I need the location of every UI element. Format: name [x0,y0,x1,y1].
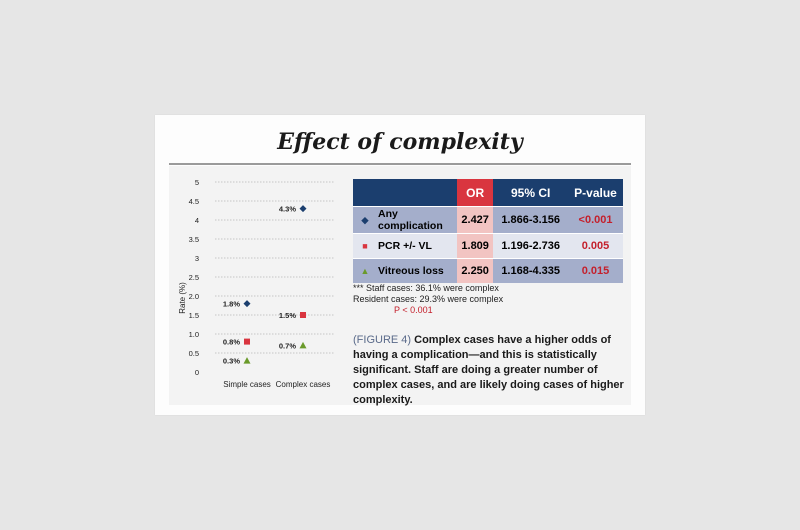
square-marker [244,339,250,345]
y-axis-label: Rate (%) [178,282,187,314]
data-label: 0.7% [278,341,296,351]
triangle-marker [300,342,307,349]
header-marker [353,179,377,207]
table-row [353,259,623,284]
p-value-note: P < 0.001 [394,305,433,315]
figure-title: Effect of complexity [277,129,523,155]
square-marker-icon: ■ [353,234,377,259]
chart-points [223,205,307,366]
data-label: 0.3% [222,356,240,366]
diamond-marker [300,205,307,212]
y-tick-label: 0 [194,368,199,377]
or-value: 1.809 [457,234,493,259]
table-header-row [353,179,623,207]
p-value: <0.001 [568,207,623,234]
data-label: 1.8% [222,299,240,309]
diamond-marker [244,300,251,307]
triangle-marker-icon: ▲ [353,259,377,284]
figure-caption [353,333,633,408]
x-tick-label: Complex cases [275,380,331,389]
y-axis-ticks [189,178,199,377]
header-label [377,179,457,207]
y-tick-label: 4 [194,216,199,225]
data-label: 1.5% [278,311,296,320]
y-tick-label: 4.5 [188,197,199,206]
case-notes [353,283,503,305]
chart-grid [215,182,335,353]
data-label: 0.8% [222,337,240,347]
header-pvalue: P-value [568,179,623,207]
x-axis-ticks [223,380,330,389]
resident-note: Resident cases: 29.3% were complex [353,294,504,304]
y-tick-label: 2.5 [188,273,199,282]
p-value: 0.005 [568,234,623,259]
row-label: Any complication [377,207,457,234]
table-row [353,234,623,259]
y-tick-label: 1.5 [188,311,199,320]
data-label: 4.3% [278,204,296,214]
table-row [353,207,623,234]
square-marker [300,312,306,318]
y-tick-label: 3.5 [188,235,199,244]
ci-value: 1.168-4.335 [493,259,568,284]
row-label: Vitreous loss [377,259,457,284]
odds-ratio-table [353,179,623,283]
row-label: PCR +/- VL [377,234,457,259]
y-tick-label: 1.0 [188,330,199,339]
y-tick-label: 2.0 [188,292,199,301]
y-tick-label: 5 [194,178,199,187]
header-or: OR [457,179,493,207]
diamond-marker-icon: ◆ [353,207,377,234]
caption-text: Complex cases have a higher odds of having a complication—and this is statistically significant. Staff are doing a greater number of complex cases, and are likely doing cases of higher complexity. [353,334,624,406]
header-ci: 95% CI [493,179,568,207]
ci-value: 1.196-2.736 [493,234,568,259]
ci-value: 1.866-3.156 [493,207,568,234]
figure-number: (FIGURE 4) [353,334,412,346]
staff-note: *** Staff cases: 36.1% were complex [353,283,499,293]
x-tick-label: Simple cases [223,380,271,389]
or-value: 2.250 [457,259,493,284]
triangle-marker [244,357,251,364]
p-value: 0.015 [568,259,623,284]
y-tick-label: 0.5 [188,349,199,358]
y-tick-label: 3 [194,254,199,263]
or-value: 2.427 [457,207,493,234]
